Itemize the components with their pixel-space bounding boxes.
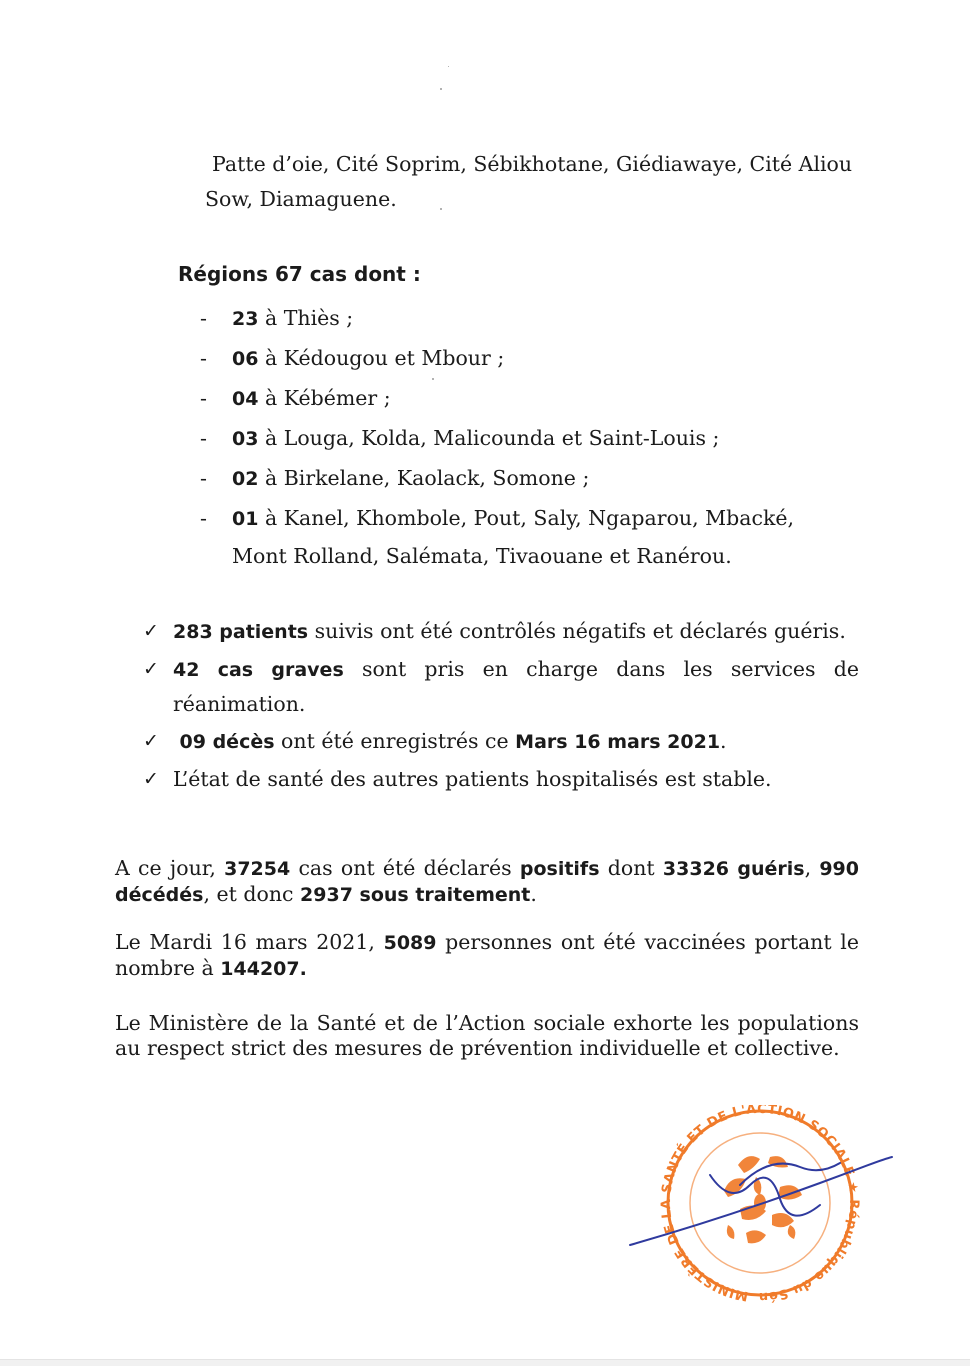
dash-bullet: -: [200, 306, 207, 330]
regions-heading: Régions 67 cas dont :: [178, 262, 421, 286]
list-item: [200, 499, 840, 576]
scan-speck: [440, 208, 442, 210]
checklist-item: [143, 762, 859, 796]
checkmark-icon: ✓: [143, 620, 159, 642]
vaccination-paragraph: [115, 930, 859, 982]
case-count: 01: [232, 508, 259, 530]
official-stamp: [620, 1105, 900, 1305]
checkmark-icon: ✓: [143, 658, 159, 680]
checklist-text: suivis ont été contrôlés négatifs et déclarés guéris.: [308, 619, 846, 643]
case-count: 06: [232, 348, 259, 370]
scan-speck: [448, 66, 449, 67]
case-count: 23: [232, 308, 259, 330]
text: cas ont été déclarés: [290, 856, 520, 880]
total-cases: 37254: [224, 858, 291, 880]
case-count: 04: [232, 388, 259, 410]
text: ,: [804, 856, 820, 880]
text: personnes ont été vaccinées portant le nombre à: [115, 930, 859, 980]
cumulative-summary-paragraph: [115, 856, 859, 908]
dash-bullet: -: [200, 386, 207, 410]
report-date: Mars 16 mars 2021: [515, 731, 721, 753]
list-item: [200, 419, 840, 459]
region-names: à Kédougou et Mbour ;: [258, 346, 505, 370]
intro-line-1: Patte d’oie, Cité Soprim, Sébikhotane, Giédiawaye, Cité Aliou: [212, 152, 853, 176]
checklist-text: sont pris en charge dans les services de réanimation.: [173, 657, 860, 716]
deaths-count: 09 décès: [179, 731, 275, 753]
text: dont: [599, 856, 663, 880]
checklist-item: [143, 652, 859, 721]
checklist-text-tail: .: [720, 729, 727, 753]
scan-speck: [440, 88, 442, 90]
region-names: à Thiès ;: [258, 306, 354, 330]
region-names: à Birkelane, Kaolack, Somone ;: [258, 466, 590, 490]
regions-list: [200, 299, 840, 576]
region-names: à Kébémer ;: [258, 386, 391, 410]
total-vaccinated: 144207.: [220, 958, 307, 980]
checklist-item: [143, 614, 859, 649]
dash-bullet: -: [200, 466, 207, 490]
positifs-label: positifs: [519, 858, 600, 880]
ministry-appeal-paragraph: [115, 1011, 859, 1061]
stamp-ring-text: MINISTÈRE DE LA SANTÉ ET DE L'ACTION SOCIALE ★ République du Sén: [658, 1105, 862, 1305]
recovered-count: 283 patients: [173, 621, 309, 643]
region-names: à Louga, Kolda, Malicounda et Saint-Louis ;: [258, 426, 720, 450]
list-item: [200, 339, 840, 379]
severe-cases-count: 42 cas graves: [173, 659, 344, 681]
total-recovered: 33326 guéris: [662, 858, 805, 880]
text: Le Mardi 16 mars 2021,: [115, 930, 384, 954]
text: .: [530, 882, 537, 906]
list-item: [200, 299, 840, 339]
case-count: 03: [232, 428, 259, 450]
region-names: à Kanel, Khombole, Pout, Saly, Ngaparou, Mbacké,: [258, 506, 795, 530]
dash-bullet: -: [200, 506, 207, 530]
list-item: [200, 459, 840, 499]
case-count: 02: [232, 468, 259, 490]
checkmark-icon: ✓: [143, 730, 159, 752]
checklist-item: [143, 724, 859, 759]
total-deaths: 990 décédés: [115, 858, 859, 906]
dash-bullet: -: [200, 426, 207, 450]
text: Le Ministère de la Santé et de l’Action sociale exhorte les populations au respect strict des mesures de prévention individuelle et collective.: [115, 1011, 859, 1060]
intro-paragraph: [212, 147, 852, 181]
page-bottom-edge: [0, 1359, 970, 1366]
intro-line-2: Sow, Diamaguene.: [205, 187, 397, 211]
under-treatment: 2937 sous traitement: [300, 884, 531, 906]
daily-vaccinated: 5089: [383, 932, 437, 954]
checklist-text: L’état de santé des autres patients hospitalisés est stable.: [173, 767, 772, 791]
intro-paragraph-continuation: [205, 182, 397, 216]
region-names-continuation: Mont Rolland, Salémata, Tivaouane et Ranérou.: [232, 544, 732, 568]
list-item: [200, 379, 840, 419]
text: , et donc: [203, 882, 301, 906]
checkmark-icon: ✓: [143, 768, 159, 790]
text: A ce jour,: [115, 856, 225, 880]
checklist-text: ont été enregistrés ce: [274, 729, 516, 753]
status-checklist: [143, 614, 859, 799]
dash-bullet: -: [200, 346, 207, 370]
stamp-seal-icon: [620, 1105, 900, 1305]
